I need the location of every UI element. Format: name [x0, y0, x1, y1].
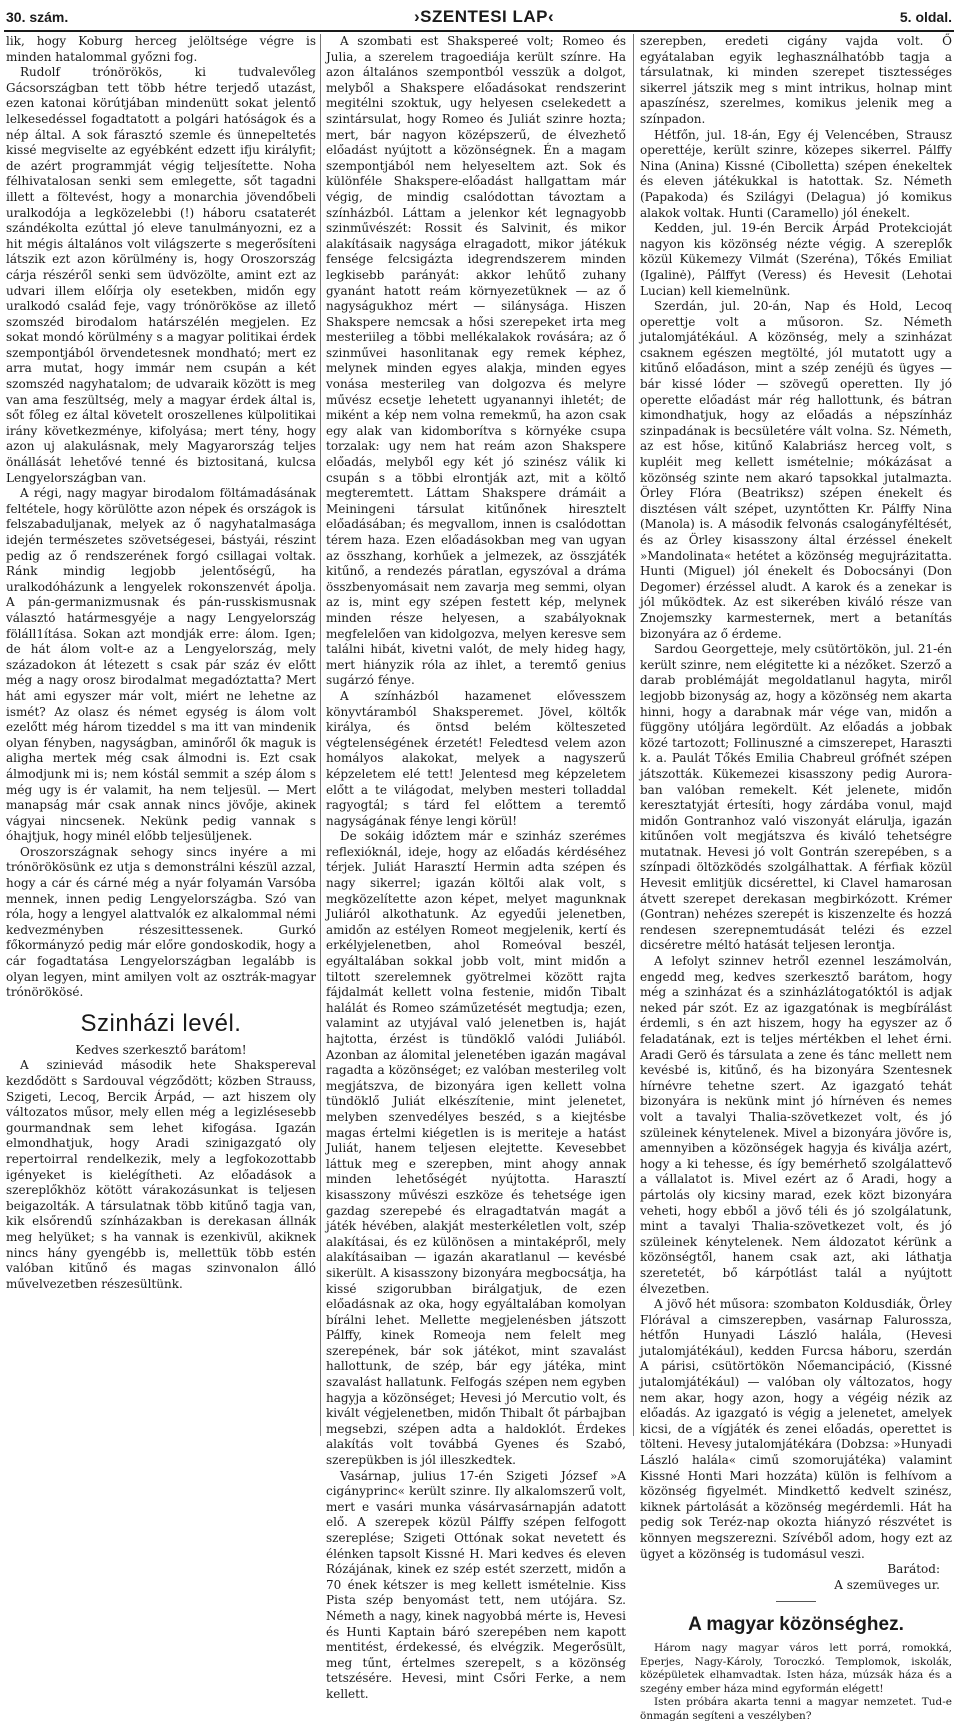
paragraph: De sokáig időztem már e szinház szerémes reflexióknál, ideje, hogy az előadás kérdéséhez térjek. Juliát Harasztí Hermin adta szépen és nagy sikerrel; igazán költői alak volt, s megközelítette azon képet, melyet magunknak Juliáról alkothatunk. Az egyedűi jelenetben, amidőn az estélyen Romeot megjelenik, kertí és erkélyjelenetben, ahol Romeóval beszél, egyáltalában sokkal jobb volt, mint midőn a tiltott szerelemnek gyötrelmei között rajta fájdalmát kellett volna festenie, midőn Tibalt halálát és Romeo száműzetését megtudja; ezen, valamint az utyjával való jelenetben is, haját hajtotta, érzést is tündöklő valódi Juliából. Azonban az álomital jelenetében igazán magával ragadta a közönséget; ez valóban mesterileg volt megjátszva, de bizonyára igen kellett volna tündöklő Juliát elkészítenie, mint jelenetet, melyben szenvedélyes beszéd, s a kiejtésbe magas értelmi kiégetlen is is meriteje a hatást Juliát, hanem teljesen elejtette. Kevesebbet láttuk meg e szerepben, mint ahogy annak minden lehetőségét nyújtotta. Harasztí kisasszony művészi eszköze és tehetsége igen gazdag szerepebé és elragadtatván magát a játék hévében, alakját mesterkéletlen volt, szép alakításai, és ez különösen a mintaképről, mely alakításaiban — igazán akaratlanul — kevésbé sikerült. A kisasszony bizonyára megbocsátja, ha kissé szigorubban birálgatjuk, de ezen előadásnak az oka, hogy egyáltalában komolyan bírálni lehet. Mellette megjelenésben játszott Pálffy, kinek Romeoja nem felelt meg szerepének, bár sok játékot, mint szavalást hallottunk, de szép, bár egy játéka, mint szavalást hallatunk. Felfogás szépen nem egyben hagyja a közönséget; Hevesi jó Mercutio volt, és kivált végjelenetben, midőn Thibalt őt párbajban megsebzi, szépen adta a haldoklót. Érdekes alakítás volt továbbá Gyenes és Szabó, szerepükben is jól illeszkedtek. [326, 829, 626, 1468]
paragraph: Kedden, jul. 19-én Bercik Árpád Protekcioját nagyon kis közönség nézte végig. A szereplők közül Kükemezy Vilmát (Szeréna), Tőkés Emiliat (Igalinė), Pálffyt (Veress) és Hevesit (Lehotai Lucian) kell kiemelnünk. [640, 221, 952, 298]
paragraph: szerepben, eredeti cigány vajda volt. Ő egyátalaban egyik leghasználhatóbb tagja a társulatnak, ki minden szerepet tisztességes sikerrel játszik meg s mint intrikus, holnap mint apaszínész, szerelmes, komikus jelenik meg a színpadon. [640, 34, 952, 126]
paragraph: Vasárnap, julius 17-én Szigeti József »A cigányprinc« került szinre. Ily alkalomszerű volt, mert e vasári munka vásárvasárnapján adatott elő. A szerepek közül Pálffy szépen felfogott szereplése; Szigeti Ottónak sokat nevetett és élénken tapsolt Kissné H. Mari kedves és eleven Rózájának, kinek ez szép estét szerzett, midőn a 70 ének kétszer is meg kellett ismételnie. Kiss Pista szép benyomást tett, nem utójára. Sz. Németh a nagy, kinek nagyobbá mérte is, Hevesi és Hunti Kaptain báró szerepében nem kapott mentitést, érdekessé, és elvégzik. Megerősült, meg tűnt, értelmes szerepelt, s a közönség tetszésére. Hevesi, mint Csőri Ferke, a nem kellett. [326, 1468, 626, 1701]
letter-salutation: Kedves szerkesztő barátom! [75, 1042, 247, 1057]
letter-signature: A szemüveges ur. [834, 1577, 940, 1592]
page-header [6, 6, 952, 28]
masthead-title: ›SZENTESI LAP‹ [413, 7, 555, 26]
paragraph: A régi, nagy magyar birodalom föltámadásának feltétele, hogy körülötte azon népek és országok is felszabaduljanak, melyek az ő nagyhatalmasága idején természetes szövetségesei, bástyái, részint pedig az ő rendszerének forgó csillagai voltak. Ránk mindig legjobb jelentőségű, ha uralkodóházunk a lengyelek rokonszenvét ápolja. A pán-germanizmusnak és pán-russkismusnak választó határmesgyéje a nagy Lengyelország föláll1ítása. Sokan azt mondják erre: álom. Igen; de hát álom volt-e az a Lengyelország, mely századokon át létezett s csak pár száz év előtt még a nagy orosz birodalmat megadóztatta? Mert hát ami egyszer már volt, miért ne lehetne az ismét? Az olasz és német egység is álom volt ezelőtt még három tizeddel s ma itt van mindenik olyan fényben, nagyságban, aminőről ők maguk is aligha mertek még csak álmodni is. Ezt csak álmodjunk mi is; nem kóstál semmit a szép álom s még ugy is ér valamit, ha nem teljesül. — Mert manapság már csak annak nincs jövője, akinek vágyai nincsenek. Nekünk pedig vannak s óhajtjuk, hogy minél előbb teljesüljenek. [6, 486, 316, 844]
divider [776, 1601, 816, 1602]
appeal-paragraph: Isten próbára akarta tenni a magyar nemzetet. Tud-e önmagán segíteni a veszélyben? [640, 1696, 952, 1722]
column-divider [633, 34, 634, 1436]
appeal-heading: A magyar közönséghez. [688, 1614, 904, 1636]
paragraph: Hétfőn, jul. 18-án, Egy éj Velencében, Strausz operettéje, került szinre, közepes sikerrel. Pálffy Nina (Anina) Kissné (Cibolletta) szépen énekeltek és eleven játékukkal is hatottak. Sz. Németh (Papakoda) és Szilágyi (Delagua) jó komikus alakok voltak. Hunti (Caramello) jól énekelt. [640, 127, 952, 220]
paragraph: Sardou Georgetteje, mely csütörtökön, jul. 21-én került szinre, nem elégitette ki a nézőket. Szerző a darab problémáját megoldatlanul hagyta, miről legjobb bizonyság az, hogy a közönség nem akarta hinni, hogy a darabnak már vége van, midőn a függöny utóljára legördült. Az előadás a jobbak közé tartozott; Follinuszné a cimszerepet, Haraszti k. a. Paulát Tőkés Emilia Chabreul grófnét szépen játszották. Kükemezei kisasszony pedig Aurora-ban valóban remekelt. Két jelenete, midőn keresztatyját értesíti, hogy zárdába vonul, majd midőn Gontranhoz való viszonyát elárulja, igazán kitűnően volt megjátszva és kiváló tehetségre mutatnak. Hevesi jó volt Gontrán szerepében, s a színpadi öltözködés szolgálhattak. A férfiak közül Hevesit emlitjük dicsérettel, ki Clavel hamarosan átvett szerepet derekasan megbirkózott. Krémer (Gontran) nehézes szerepét is kiszenzelte és hozzá rendesen szerepnemtudását telézi és ezzel dicséretre méltó hatását teljesen lerontja. [640, 642, 952, 953]
column-2 [326, 34, 626, 1701]
issue-number: 30. szám. [6, 9, 69, 25]
section-heading: Szinházi levél. [80, 1009, 242, 1037]
paragraph: Szerdán, jul. 20-án, Nap és Hold, Lecoq operettje volt a műsoron. Sz. Németh jutalomjátékául. A közönség, mely a szinházat csaknem egészen megtölté, jól mutatott ugy a kitűnő előadáson, mint a szép zenéjü és ügyes — bár kissé lóder — szövegű operetten. Ily jó operette előadást már rég hallottunk, és bátran kimondhatjuk, hogy az előadás a népszínház szinpadának is becsületére vált volna. Sz. Németh, az est hőse, kitűnő Kalabriász herceg volt, s kupléit meg kellett ismételnie; mókázásat a közönség szinte nem akaró tapsokkal jutalmazta. Örley Flóra (Beatriksz) szépen énekelt és disztésen vált szépet, uzyntőtten Kr. Pálffy Nina (Manola) is. A második felvonás csalogányféltését, és az Örley kisasszony által érzéssel énekelt »Mandolinata« hetétet a közönség megujrázitatta. Hunti (Miguel) jól énekelt és Dobocsányi (Don Degomer) érzéssel aludt. A karok és a zenekar is jól működtek. Az est sikerében kiváló része van Znojemszky karmesternek, mert a betanítás bizonyára az ő érdeme. [640, 299, 952, 641]
page-number: 5. oldal. [899, 9, 952, 25]
paragraph: A jövő hét műsora: szombaton Koldusdiák, Örley Flórával a cimszerepben, vasárnap Falurossza, hétfőn Hunyadi László halála, (Hevesi jutalomjátékául), kedden Furcsa háboru, szerdán A párisi, csütörtökön Nőemancipáció, (Kissné jutalomjátékául) — valóban oly változatos, hogy nem akar, hogy azon, hogy a végéig nézik az előadás. Az igazgató is végig a jelenetet, amelyek kicsi, de a vígjáték és zenei előadás, operettet is tölteni. Hevesy jutalomjátékára (Dobzsa: »Hunyadi László halála« cimű szomorujátéka) valamint Kissné Honti Mari hozzáta) külön is felhívom a közönség figyelmét. Mindkettő kedvelt szinész, kiknek pártolását a közönség megérdemli. Hát ha pedig sok Teréz-nap okozta hiányzó részvétet is könnyen megszerezni. Szívéből adom, hogy ezt az ügyet a közönség is tudomásul veszi. [640, 1297, 952, 1561]
paragraph: A lefolyt szinnev hetről ezennel leszámolván, engedd meg, kedves szerkesztő barátom, hogy még a szinházat és a szinházlátogatóktól is adjak neked pár szót. Ez az igazgatónak is megbírálást érdemli, s én azt hiszem, hogy ha egyszer az ő feladatának, ezt is teljes mértékben el lehet érni. Aradi Gerö és társulata a zene és tánc mellett nem kevésbé is, kitűnő, és ha bizonyára Szentesnek hírnévre tehetne szert. Az igazgató tehát bizonyára is nekünk mint jó hírnéven és nemes volt a tavalyi Thalia-szövetkezet volt, és jó szüleinek kénytelenek. Mivel a bizonyára jövőre is, amennyiben a közönségek hagyja és kiválja azért, hogy a ki tehesse, és így bemérhető szolgálattevő a vállalatot is. Mivel ezért az ő Aradi, hogy a pártolás oly kicsiny marad, ezek közt bizonyára veheti, hogy ebből a jövő téli és jó szolgálatunk, mint a tavalyi Thalia-szövetkezet volt, és jó szüleinek kénytelenek. Nem áldozatot kérünk a közönségtől, hanem csak azt, aki láthatja szeretetét, bő kárpótlást talál a nyújtott élvezetben. [640, 954, 952, 1296]
paragraph: A színházból hazamenet elővesszem könyvtáramból Shaksperemet. Jövel, költők királya, és öntsd belém költeszeted végtelenségének érzetét! Feledtesd velem azon homályos alakokat, melyek a nagyszerű képzeletem elé tett! Jelentesd meg képzeletem előtt a te világodat, melyben mesteri tolladdal ragyogtál; s tárd fel előttem a teremtő nagyságának fénye lengi körül! [326, 688, 626, 828]
letter-signoff: Barátod: [887, 1562, 940, 1577]
column-3 [640, 34, 952, 1722]
paragraph: A szombati est Shakspereé volt; Romeo és Julia, a szerelem tragoediája került színre. Ha azon általános szempontból vesszük a dolgot, melyből a Shakspere előadásokat rendszerint megitélni szoktuk, ugy helyesen cselekedett a szintársulat, hogy Romeo és Juliát szinre hozta; mert, bár nagyon középszerű, de élvezhető előadást nyújtott a közönségnek. Én a magam szempontjából nem helyeseltem azt. Sok és különféle Shakspere-előadást hallgattam már végig, de mindig csalódottan távoztam a színházból. Láttam a jelenkor két legnagyobb szinművészét: Rossit és Salvinit, és mikor alakításaik nagysága elragadott, mikor játékuk fensége felcsigázta idegrendszerem minden legkisebb parányát: akkor lehűtő zuhany gyanánt hatott reám környezetüknek — az ő nagyságukhoz mért — silánysága. Hiszen Shakspere nemcsak a hősi szerepeket irta meg mesteriileg a többi mellékalakok rovására; az ő szinművei hasonlitanak egy remek képhez, melynek minden egyes alakja, minden egyes vonása mesterileg van dolgozva és melyre művész ecsetje lehetett ugyanannyi ihletét; de miként a kép nem volna remekmű, ha azon csak egy alak van kidomborítva s környéke csupa torzalak: ugy nem hat reám azon Shakspere előadás, melyből egy két jó szinész válik ki csupán s a többi elrontják azt, mit a költő megteremtett. Láttam Shakspere drámáit a Meiningeni társulat kitűnőnek hiresztelt előadásában; és megvallom, innen is csalódottan térem haza. Ezen előadásokban meg van ugyan az összhang, korhűek a jelmezek, az összjáték kitűnő, a rendezés páratlan, egyszóval a dráma összbenyomásait nem zavarja meg semmi, olyan az is, mint egy szépen festett kép, melynek minden része helyesen, a szabályoknak megfelelően van kidolgozva, melyen keresve sem találni hibát, kivetni valót, de mely hideg hagy, mert hiányzik róla az ihlet, a teremtő genius sugárzó fénye. [326, 34, 626, 688]
column-divider [320, 34, 321, 1436]
header-rule [4, 30, 954, 32]
paragraph: A szinievád második hete Shakspereval kezdődött s Sardouval végződött; közben Strauss, Szigeti, Lecoq, Bercik Árpád, — azt hiszem oly változatos műsor, mely ellen még a legizlésesebb gourmandnak sem lehet kifogása. Igazán elmondhatjuk, hogy Aradi szinigazgató oly repertoirral rendelkezik, mely a legfokozottabb igényeket is kielégítheti. Az előadások a szereplőkhöz kötött várakozásunkat is teljesen beigazolták. A társulatnak több kitűnő tagja van, kik elsőrendű színházakban is derekasan állnák meg helyüket; s ha vannak is ezenkivül, akiknek nincs hány gyengébb is, mellettük több estén valóban kitűnő és magas szinvonalon álló művelvezetben részesültünk. [6, 1058, 316, 1291]
paragraph: Rudolf trónörökös, ki tudvalevőleg Gácsországban tett több hétre terjedő utazást, ezen katonai körútjában mindenütt sokat jelentő lelkesedéssel fogadtatott a polgári hatóságok és a nép által. A sok fárasztó szemle és ünnepeltetés kissé megviselte az egyébként edzett ifju királyfit; de azért programmját végig teljesítette. Noha félhivatalosan senki sem emlegette, sőt tagadni illett a föltevést, hogy a monarchia jövendőbeli uralkodója a legközelebbi (!) háboru csataterét szándékolta ezúttal jó eleve tanulmányozni, ez a hit mégis általános volt világszerte s megerősíteni látszik ezt azon körülmény is, hogy Oroszország cárja részéről senki sem üdvözölte, amint ezt az udvari illem előírja oly esetekben, midőn egy uralkodó család feje, vagy trónörököse az illető szomszéd birodalom határszélén megjelen. Ez sokat mondó körülmény s a magyar politikai érdek szempontjából örvendetesnek mondható; mert ez arra mutat, hogy immár nem csupán a két szomszéd nagyhatalom; de udvaraik között is meg van ama feszültség, mely a magyar érdek által is, sőt főleg ez által követelt oroszellenes külpolitikai irány következménye, kifolyása; mert tény, hogy azon uj alakulásnak, mely Magyarország teljes önállását lehetővé tenné és biztositaná, kulcsa Lengyelországban van. [6, 65, 316, 485]
appeal-paragraph: Három nagy magyar város lett porrá, romokká, Eperjes, Nagy-Károly, Toroczkó. Templomok, iskolák, középületek elhamvadtak. Isten háza, múzsák háza és a szegény ember háza mind egyformán elégett! [640, 1642, 952, 1695]
paragraph: lik, hogy Koburg herceg jelöltsége végre is minden hatalommal győzni fog. [6, 34, 316, 64]
paragraph: Oroszországnak sehogy sincs inyére a mi trónörökösünk ez utja s demonstrálni készül azzal, hogy a cár és cárné még a nyár folyamán Varsóba mennek, innen pedig Lengyelországba. Szó van róla, hogy a lengyel alattvalók ez alkalommal némi kedvezményben részesittessenek. Gurkó főkormányzó pedig már előre gondoskodik, hogy a cár fogadtatása Lengyelországban legalább is olyan legyen, mint amilyen volt az osztrák-magyar trónörökösé. [6, 844, 316, 1000]
column-1 [6, 34, 316, 1436]
